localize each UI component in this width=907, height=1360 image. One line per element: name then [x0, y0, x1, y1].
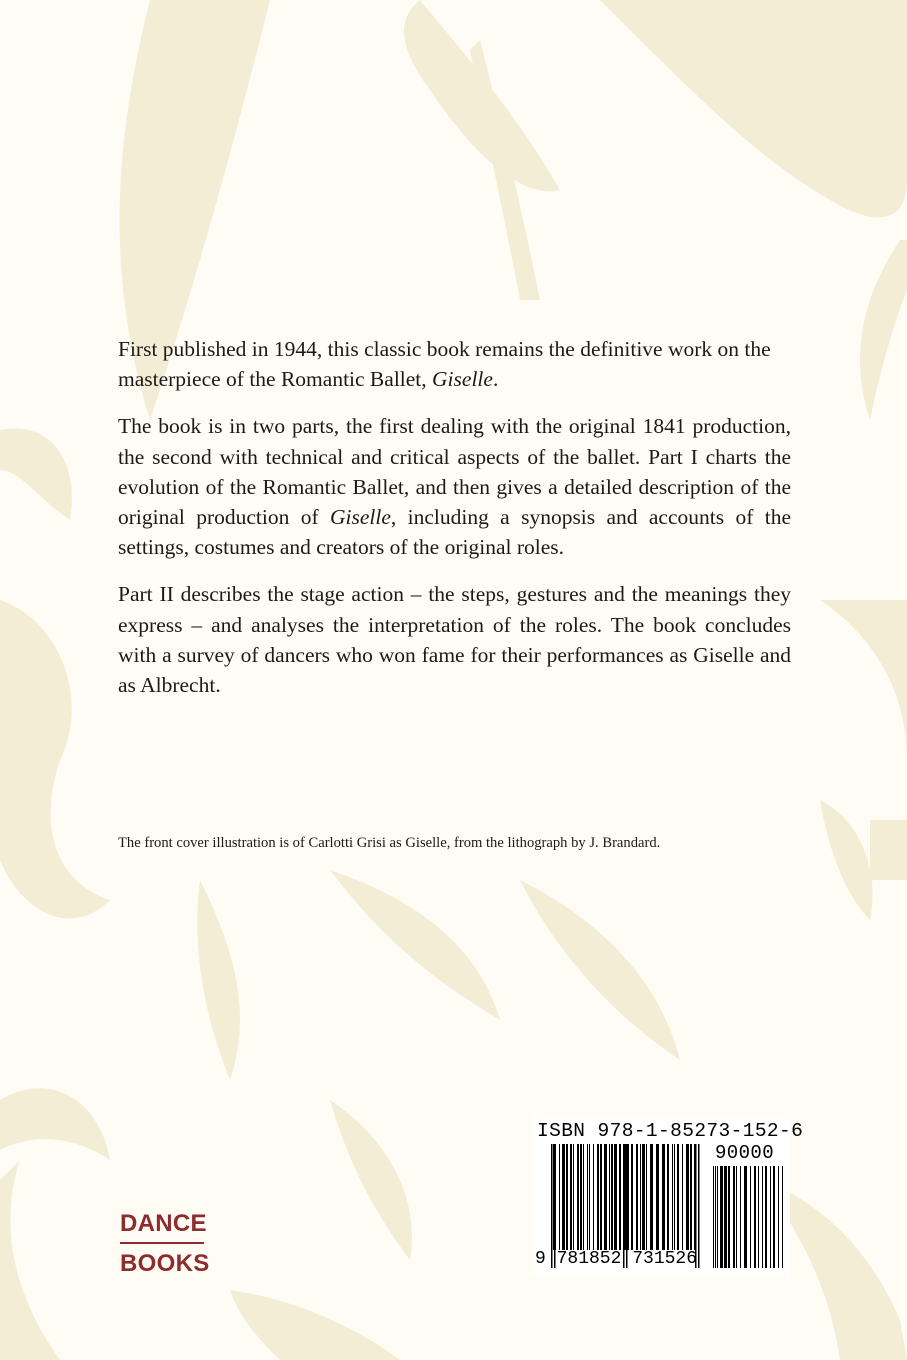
ean-bar [587, 1144, 588, 1250]
ean-bar [619, 1144, 621, 1250]
barcode [533, 1118, 804, 1276]
ean-bar [636, 1144, 638, 1250]
ean-bar [667, 1144, 669, 1250]
addon-bar [754, 1166, 756, 1268]
ean-bar [614, 1144, 617, 1250]
ean-bar [583, 1144, 584, 1250]
price-code: 90000 [715, 1142, 775, 1164]
blurb-paragraph-2 [118, 411, 791, 562]
blurb-p2-text-a: The book is in two parts, the first dealing with the original 1841 production, the second with technical and critical aspects of the ballet. Part I charts the evolution of the Romantic Ballet, and then gives a detailed description of the original production of [118, 414, 791, 530]
addon-bar [715, 1166, 716, 1268]
addon-bar [713, 1166, 714, 1268]
publisher-logo-line2: BOOKS [120, 1250, 210, 1277]
ean-bar [677, 1144, 679, 1250]
blurb [118, 334, 791, 717]
addon-bar [762, 1166, 763, 1268]
ean-bar [593, 1144, 594, 1250]
ean-bar [589, 1144, 590, 1250]
blurb-p2-title: Giselle [329, 505, 391, 530]
addon-bar [736, 1166, 737, 1268]
ean-bar [672, 1144, 673, 1250]
cover-credit: The front cover illustration is of Carlotti Grisi as Giselle, from the lithograph by J. Brandard. [118, 835, 661, 851]
blurb-paragraph-1 [118, 334, 791, 394]
ean-bar [566, 1144, 568, 1250]
ean-bar [650, 1144, 653, 1250]
addon-bar [782, 1166, 783, 1268]
addon-bar [758, 1166, 759, 1268]
addon-bar [765, 1166, 767, 1268]
ean-bar [562, 1144, 565, 1250]
ean-bar [597, 1144, 599, 1250]
ean-bar [559, 1144, 560, 1250]
ean-digits: 9 781852 731526 [535, 1249, 698, 1269]
addon-bar [740, 1166, 741, 1268]
addon-bar [770, 1166, 771, 1268]
ean-bar [609, 1144, 610, 1250]
ean-bar [631, 1144, 633, 1250]
addon-bar [744, 1166, 747, 1268]
publisher-logo-line1: DANCE [120, 1210, 207, 1237]
addon-bar [773, 1166, 775, 1268]
blurb-p1-end: . [492, 367, 499, 392]
addon-bar [720, 1166, 723, 1268]
addon-bar [717, 1166, 718, 1268]
publisher-logo-rule [120, 1242, 204, 1244]
blurb-paragraph-3: Part II describes the stage action – the steps, gestures and the meanings they express – and analyses the interpretation of the roles. The book concludes with a survey of dancers who won fame for their performances as Giselle and as Albrecht. [118, 582, 791, 698]
ean-bar [656, 1144, 659, 1250]
ean-bar [662, 1144, 665, 1250]
addon-bar [728, 1166, 730, 1268]
addon-bar [724, 1166, 727, 1268]
publisher-logo [120, 1209, 210, 1278]
blurb-p2-text-b: , including a synopsis and accounts of the settings, costumes and creators of the original roles. [118, 505, 791, 560]
ean-bar [690, 1144, 692, 1250]
addon-bar [778, 1166, 779, 1268]
ean-bar [694, 1144, 695, 1250]
ean-bar [640, 1144, 641, 1250]
ean-bar [642, 1144, 645, 1250]
ean-bar [611, 1144, 613, 1250]
ean-bar [682, 1144, 683, 1250]
ean-bar [570, 1144, 572, 1250]
ean-bar [600, 1144, 602, 1250]
ean-bar [646, 1144, 647, 1250]
blurb-p1-text: First published in 1944, this classic book remains the definitive work on the masterpiece of the Romantic Ballet, [118, 337, 771, 392]
addon-bar [733, 1166, 735, 1268]
isbn-label: ISBN 978-1-85273-152-6 [537, 1120, 804, 1142]
ean-bar [577, 1144, 579, 1250]
ean-bar [573, 1144, 574, 1250]
ean-bar [674, 1144, 675, 1250]
ean-bar [686, 1144, 689, 1250]
blurb-p1-title: Giselle [432, 367, 493, 392]
ean-bar [580, 1144, 582, 1250]
addon-bar [750, 1166, 751, 1268]
ean-bar [604, 1144, 607, 1250]
